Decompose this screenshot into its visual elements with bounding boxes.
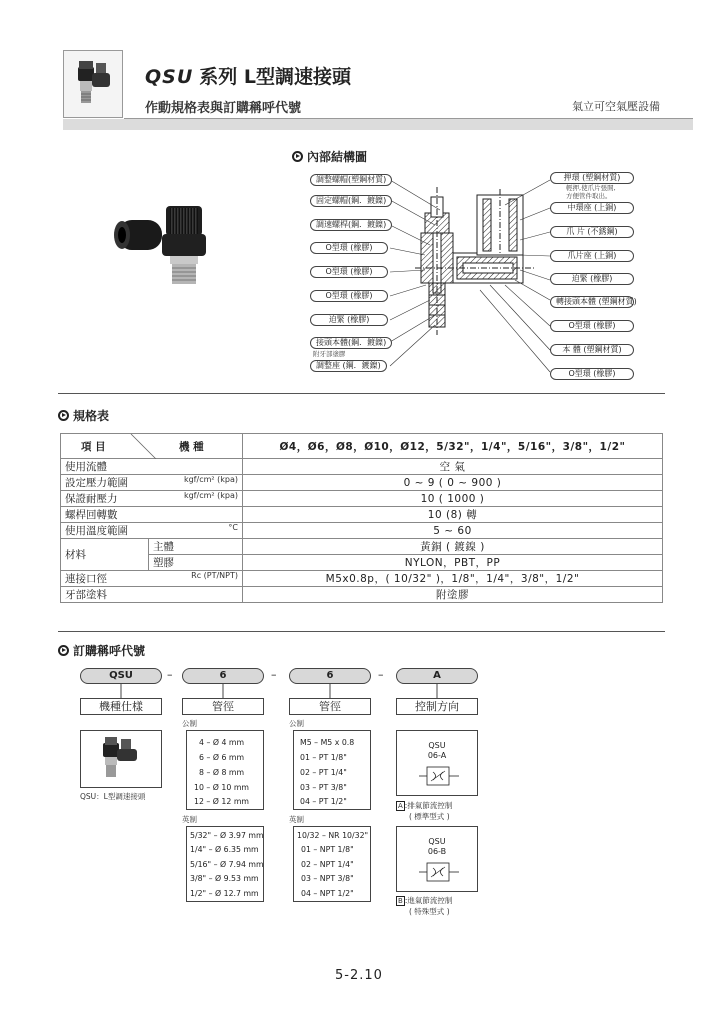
part-label-right-6: 轉接頭本體 (塑鋼材質) xyxy=(550,296,634,308)
spec-row-name: 牙部塗料 xyxy=(61,587,243,603)
page-subtitle: 作動規格表與訂購稱呼代號 xyxy=(145,101,302,116)
intake-throttle-symbol xyxy=(419,861,459,883)
tube-metric-row: 10 – Ø 10 mm xyxy=(194,783,250,792)
material-plastic-label: 塑膠 xyxy=(149,555,243,571)
port-metric-label: 公制 xyxy=(289,719,304,728)
model-image-box xyxy=(80,730,162,788)
spec-row-name: 使用溫度範圍 °C xyxy=(61,523,243,539)
direction-b-key: B xyxy=(398,897,403,905)
port-inch-row: 04 – NPT 1/2" xyxy=(301,889,354,898)
leader-lines xyxy=(380,170,560,380)
direction-b-box xyxy=(396,826,478,892)
company-name: 氣立可空氣壓設備 xyxy=(572,100,660,113)
port-metric-row: 01 – PT 1/8" xyxy=(300,753,347,762)
direction-a-model: QSU xyxy=(428,741,446,750)
exhaust-throttle-symbol xyxy=(419,765,459,787)
part-label-right-5: 迫緊 (橡膠) xyxy=(550,273,634,285)
direction-a-box xyxy=(396,730,478,796)
material-label: 材料 xyxy=(61,539,149,571)
code-port: 6 xyxy=(289,668,371,684)
product-photo xyxy=(108,200,218,294)
spec-row-fluid xyxy=(61,459,663,475)
spec-header-corner xyxy=(61,434,243,459)
box-port-size: 管徑 xyxy=(289,698,371,715)
port-metric-row: M5 – M5 x 0.8 xyxy=(300,738,355,747)
direction-b-desc: B :進氣節流控制 xyxy=(398,896,453,905)
part-label-left-5: O型環 (橡膠) xyxy=(310,266,388,278)
spec-header-row xyxy=(61,434,663,459)
direction-b-model: QSU xyxy=(428,837,446,846)
section-divider-1 xyxy=(58,393,665,394)
spec-table xyxy=(60,433,663,603)
tube-inch-row: 1/4" – Ø 6.35 mm xyxy=(190,845,259,854)
tube-inch-row: 3/8" – Ø 9.53 mm xyxy=(190,874,259,883)
port-metric-row: 04 – PT 1/2" xyxy=(300,797,347,806)
part-label-right-2: 中環座 (上銅) xyxy=(550,202,634,214)
spec-row-name: 連接口徑 Rc (PT/NPT) xyxy=(61,571,243,587)
spec-row-value: 10 (8) 轉 xyxy=(243,507,663,523)
material-body-label: 主體 xyxy=(149,539,243,555)
code-connectors xyxy=(120,684,440,700)
part-label-right-4: 爪片座 (上銅) xyxy=(550,250,634,262)
spec-row-value: M5x0.8p，( 10/32" )，1/8"，1/4"，3/8"，1/2" xyxy=(243,571,663,587)
spec-row-proof xyxy=(61,491,663,507)
port-inch-row: 02 – NPT 1/4" xyxy=(301,860,354,869)
spec-row-value: 附塗膠 xyxy=(243,587,663,603)
spec-row-material-plastic xyxy=(61,555,663,571)
tube-inch-label: 英制 xyxy=(182,815,197,824)
code-dash-2: – xyxy=(271,668,277,681)
part-label-right-7: O型環 (橡膠) xyxy=(550,320,634,332)
page-title xyxy=(145,62,351,89)
tube-metric-label: 公制 xyxy=(182,719,197,728)
tube-inch-row: 5/16" – Ø 7.94 mm xyxy=(190,860,264,869)
direction-b-code: 06-B xyxy=(427,847,447,856)
spec-row-value: 5 ~ 60 xyxy=(243,523,663,539)
port-inch-row: 03 – NPT 3/8" xyxy=(301,874,354,883)
port-inch-row: 10/32 – NR 10/32" xyxy=(297,831,369,840)
tube-metric-row: 12 – Ø 12 mm xyxy=(194,797,250,806)
part-label-left-4: O型環 (橡膠) xyxy=(310,242,388,254)
port-inch-row: 01 – NPT 1/8" xyxy=(301,845,354,854)
direction-a-type: ( 標準型式 ) xyxy=(409,812,450,821)
material-plastic-value: NYLON，PBT，PP xyxy=(243,555,663,571)
spec-row-pressure xyxy=(61,475,663,491)
part-note-right-2: 方便管件取出。 xyxy=(566,192,612,200)
port-inch-label: 英制 xyxy=(289,815,304,824)
arrow-circle-icon xyxy=(58,410,69,421)
spec-row-material-body xyxy=(61,539,663,555)
spec-row-value: 空 氣 xyxy=(243,459,663,475)
section-divider-2 xyxy=(58,631,665,632)
code-direction: A xyxy=(396,668,478,684)
col-item-label: 項 目 xyxy=(81,441,106,453)
tube-metric-row: 4 – Ø 4 mm xyxy=(199,738,245,747)
part-label-left-3: 調速螺桿(鋼．鍍鎳) xyxy=(310,219,392,231)
spec-row-value: 0 ~ 9 ( 0 ~ 900 ) xyxy=(243,475,663,491)
col-sizes-label: Ø4，Ø6，Ø8，Ø10，Ø12，5/32"，1/4"，5/16"，3/8"，1/2" xyxy=(243,434,663,459)
title-text: 系列 L型調速接頭 xyxy=(199,66,351,88)
fitting-thumbnail xyxy=(81,731,161,787)
direction-a-key: A xyxy=(398,802,403,810)
part-label-left-2: 固定螺帽(鋼．鍍鎳) xyxy=(310,195,392,207)
spec-row-turns xyxy=(61,507,663,523)
part-label-left-8: 接頭本體(鋼．鍍鎳) xyxy=(310,337,392,349)
spec-row-name: 螺桿回轉數 xyxy=(61,507,243,523)
order-heading: 訂購稱呼代號 xyxy=(58,642,145,659)
model-caption: QSU：L型調速接頭 xyxy=(80,792,146,801)
tube-metric-row: 6 – Ø 6 mm xyxy=(199,753,245,762)
direction-a-code: 06-A xyxy=(427,751,447,760)
spec-row-name: 保證耐壓力 kgf/cm² (kpa) xyxy=(61,491,243,507)
header-product-thumbnail xyxy=(63,50,123,118)
brand-name: QSU xyxy=(145,66,194,88)
part-label-right-1: 押環 (塑鋼材質) xyxy=(550,172,634,184)
code-dash-1: – xyxy=(167,668,173,681)
spec-row-name: 設定壓力範圍 kgf/cm² (kpa) xyxy=(61,475,243,491)
port-metric-row: 03 – PT 3/8" xyxy=(300,783,347,792)
tube-inch-row: 5/32" – Ø 3.97 mm xyxy=(190,831,264,840)
spec-heading: 規格表 xyxy=(58,407,109,424)
spec-row-port xyxy=(61,571,663,587)
spec-row-name: 使用流體 xyxy=(61,459,243,475)
material-body-value: 黃銅 ( 鍍鎳 ) xyxy=(243,539,663,555)
spec-row-thread xyxy=(61,587,663,603)
part-label-left-6: O型環 (橡膠) xyxy=(310,290,388,302)
box-model-spec: 機種仕樣 xyxy=(80,698,162,715)
box-control-direction: 控制方向 xyxy=(396,698,478,715)
code-dash-3: – xyxy=(378,668,384,681)
spec-row-temp xyxy=(61,523,663,539)
code-tube: 6 xyxy=(182,668,264,684)
header-bar xyxy=(63,119,693,130)
structure-heading: 內部結構圖 xyxy=(292,148,367,165)
tube-metric-row: 8 – Ø 8 mm xyxy=(199,768,245,777)
part-note-right-1: 輕押,使爪片張開, xyxy=(566,184,616,192)
part-label-left-7: 迫緊 (橡膠) xyxy=(310,314,388,326)
part-note-left: 附牙部塗膠 xyxy=(313,350,346,358)
direction-b-type: ( 特殊型式 ) xyxy=(409,907,450,916)
part-label-right-8: 本 體 (塑鋼材質) xyxy=(550,344,634,356)
arrow-circle-icon xyxy=(58,645,69,656)
code-model: QSU xyxy=(80,668,162,684)
port-metric-row: 02 – PT 1/4" xyxy=(300,768,347,777)
part-label-right-9: O型環 (橡膠) xyxy=(550,368,634,380)
tube-inch-row: 1/2" – Ø 12.7 mm xyxy=(190,889,259,898)
part-label-left-9: 調整座 (鋼．鍍鎳) xyxy=(310,360,387,372)
direction-a-desc: A :排氣節流控制 xyxy=(398,801,453,810)
arrow-circle-icon xyxy=(292,151,303,162)
box-tube-size: 管徑 xyxy=(182,698,264,715)
page-number: 5-2.10 xyxy=(335,968,383,983)
part-label-left-1: 調整螺帽(塑鋼材質) xyxy=(310,174,392,186)
part-label-right-3: 爪 片 (不銹鋼) xyxy=(550,226,634,238)
col-model-label: 機 種 xyxy=(179,441,204,453)
spec-row-value: 10 ( 1000 ) xyxy=(243,491,663,507)
